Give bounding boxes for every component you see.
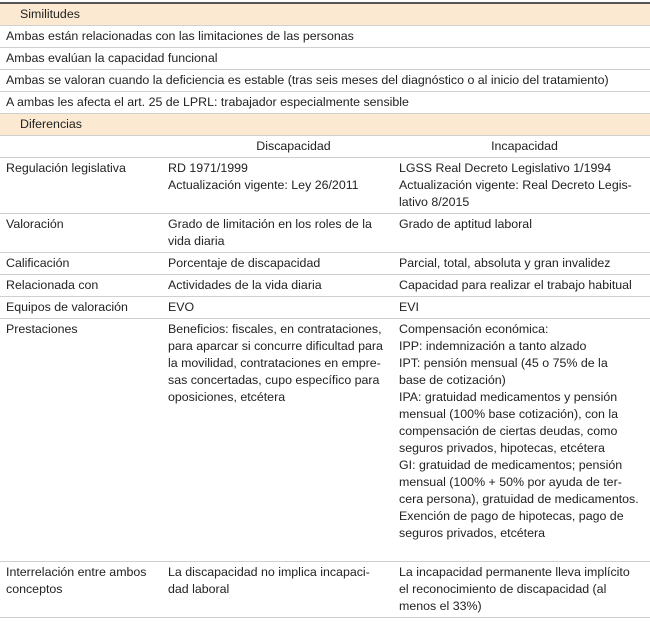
incapacidad-cell (399, 158, 650, 213)
row-label (0, 297, 168, 318)
discapacidad-cell (168, 319, 399, 544)
cell-line: para aparcar si concurre dificultad para (168, 339, 383, 353)
cell-line: GI: gratuidad de medicamentos; pensión (399, 458, 623, 472)
incapacidad-cell (399, 275, 650, 296)
cell-line: la movilidad, contrataciones en empre- (168, 356, 381, 370)
cell-line: seguros privados, etcétera (399, 526, 546, 540)
cell-line: dad laboral (168, 582, 230, 596)
cell-line: Regulación legislativa (6, 161, 126, 175)
differences-rows (0, 158, 650, 618)
cell-line: Capacidad para realizar el trabajo habitual (399, 278, 632, 292)
row-label (0, 158, 168, 213)
diferencias-header (0, 114, 650, 136)
cell-line: lativo 8/2015 (399, 195, 470, 209)
row-label (0, 275, 168, 296)
incapacidad-cell (399, 562, 650, 617)
discapacidad-cell (168, 562, 399, 617)
cell-line: sas concertadas, cupo específico para (168, 373, 380, 387)
cell-line: RD 1971/1999 (168, 161, 248, 175)
table-row (0, 253, 650, 275)
cell-line: LGSS Real Decreto Legislativo 1/1994 (399, 161, 612, 175)
comparison-table (0, 2, 650, 618)
incapacidad-cell (399, 214, 650, 252)
discapacidad-cell (168, 253, 399, 274)
cell-line: conceptos (6, 582, 63, 596)
cell-line: EVI (399, 300, 419, 314)
cell-line: Compensación económica: (399, 322, 549, 336)
cell-line: La incapacidad permanente lleva implícito (399, 565, 630, 579)
discapacidad-cell (168, 297, 399, 318)
row-label (0, 319, 168, 544)
cell-line: Porcentaje de discapacidad (168, 256, 321, 270)
incapacidad-cell (399, 253, 650, 274)
cell-line: Interrelación entre ambos (6, 565, 147, 579)
cell-line: Calificación (6, 256, 70, 270)
cell-line: EVO (168, 300, 195, 314)
cell-line: Grado de limitación en los roles de la (168, 217, 372, 231)
cell-line: IPA: gratuidad medicamentos y pensión (399, 390, 618, 404)
similitud-row: Ambas se valoran cuando la deficiencia es estable (tras seis meses del diagnóstico o al inicio del tratamiento) (0, 70, 650, 92)
similitud-row: Ambas están relacionadas con las limitaciones de las personas (0, 26, 650, 48)
similitudes-header (0, 4, 650, 26)
column-header-empty (0, 136, 168, 157)
column-headers (0, 136, 650, 158)
cell-line: Prestaciones (6, 322, 78, 336)
cell-line: Valoración (6, 217, 64, 231)
cell-line: Actualización vigente: Real Decreto Legis- (399, 178, 632, 192)
discapacidad-cell (168, 275, 399, 296)
cell-line: Equipos de valoración (6, 300, 128, 314)
cell-line: menos el 33%) (399, 599, 482, 613)
table-row (0, 562, 650, 618)
similitud-row: A ambas les afecta el art. 25 de LPRL: trabajador especialmente sensible (0, 92, 650, 114)
cell-line: seguros privados, hipotecas, etcétera (399, 441, 605, 455)
cell-line: IPT: pensión mensual (45 o 75% de la (399, 356, 608, 370)
row-label (0, 214, 168, 252)
similitudes-list (0, 26, 650, 114)
table-row (0, 214, 650, 253)
cell-line: cera persona), gratuidad de medicamentos. (399, 492, 639, 506)
cell-line: compensación de ciertas deudas, como (399, 424, 618, 438)
column-header-discapacidad: Discapacidad (256, 139, 331, 153)
cell-line: Actualización vigente: Ley 26/2011 (168, 178, 359, 192)
table-row (0, 158, 650, 214)
table-row (0, 275, 650, 297)
cell-line: La discapacidad no implica incapaci- (168, 565, 370, 579)
discapacidad-cell (168, 158, 399, 213)
incapacidad-cell (399, 319, 650, 544)
cell-line: mensual (100% + 50% por ayuda de ter- (399, 475, 622, 489)
section-title: Similitudes (20, 7, 80, 21)
cell-line: Beneficios: fiscales, en contrataciones, (168, 322, 382, 336)
cell-line: Exención de pago de hipotecas, pago de (399, 509, 624, 523)
column-header-incapacidad: Incapacidad (491, 139, 558, 153)
table-row (0, 297, 650, 319)
cell-line: Grado de aptitud laboral (399, 217, 532, 231)
cell-line: Actividades de la vida diaria (168, 278, 322, 292)
cell-line: vida diaria (168, 234, 225, 248)
cell-line: base de cotización) (399, 373, 506, 387)
section-title: Diferencias (20, 117, 82, 131)
row-label (0, 562, 168, 617)
cell-line: mensual (100% base cotización), con la (399, 407, 619, 421)
cell-line: el reconocimiento de discapacidad (al (399, 582, 607, 596)
cell-line: IPP: indemnización a tanto alzado (399, 339, 587, 353)
cell-line: Relacionada con (6, 278, 99, 292)
table-row (0, 319, 650, 562)
incapacidad-cell (399, 297, 650, 318)
cell-line: oposiciones, etcétera (168, 390, 286, 404)
cell-line: Parcial, total, absoluta y gran invalidez (399, 256, 611, 270)
similitud-row: Ambas evalúan la capacidad funcional (0, 48, 650, 70)
discapacidad-cell (168, 214, 399, 252)
row-label (0, 253, 168, 274)
